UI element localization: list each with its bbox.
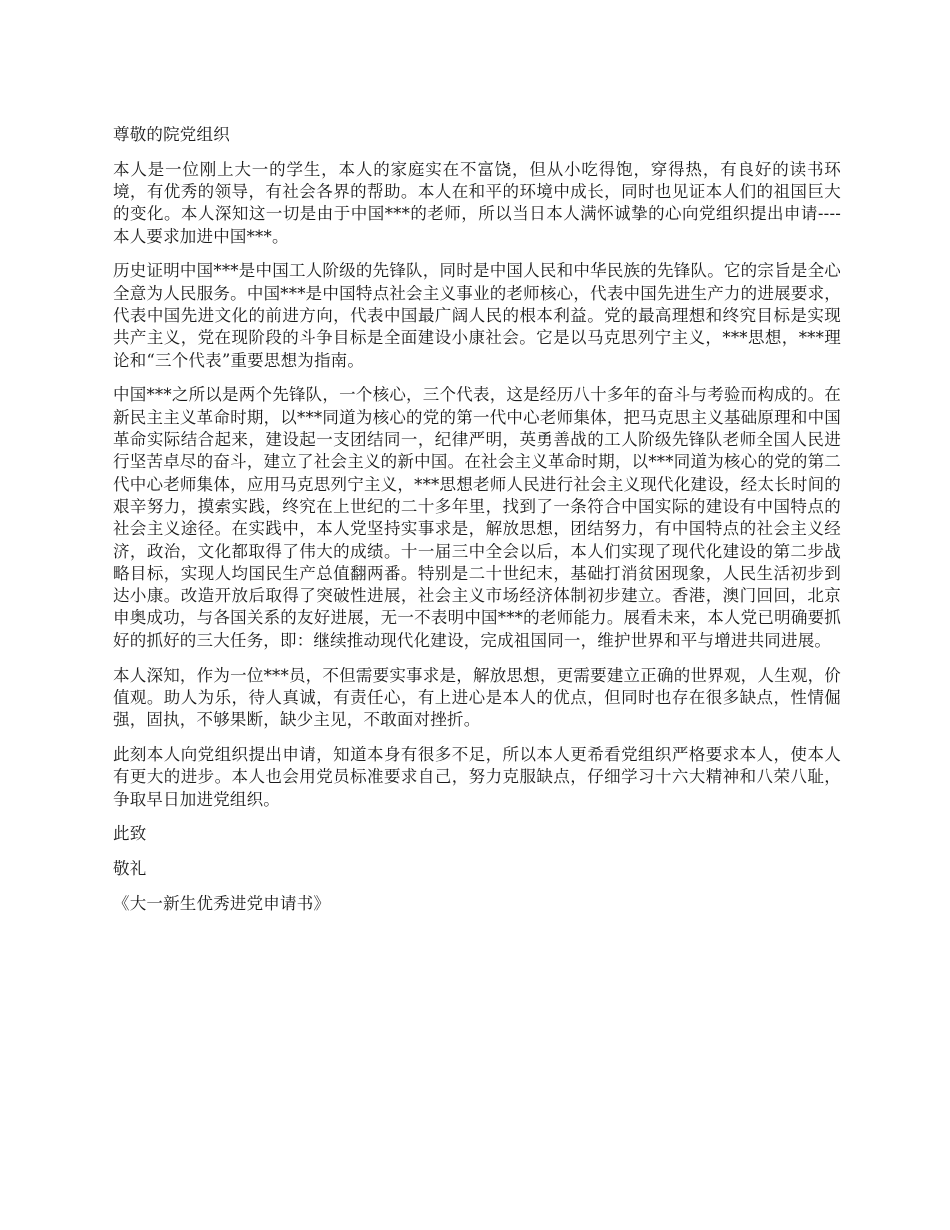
paragraph-1: 本人是一位刚上大一的学生，本人的家庭实在不富饶，但从小吃得饱，穿得热，有良好的读书环境，有优秀的领导，有社会各界的帮助。本人在和平的环境中成长，同时也见证本人们的祖国巨大的变化。本人深知这一切是由于中国***的老师，所以当日本人满怀诚挚的心向党组织提出申请----本人要求加进中国***。	[113, 159, 841, 246]
paragraph-5: 此刻本人向党组织提出申请，知道本身有很多不足，所以本人更希看党组织严格要求本人，使本人有更大的进步。本人也会用党员标准要求自己，努力克服缺点，仔细学习十六大精神和八荣八耻，争取早日加进党组织。	[113, 744, 841, 809]
paragraph-4: 本人深知，作为一位***员，不但需要实事求是，解放思想，更需要建立正确的世界观，人生观，价值观。助人为乐，待人真诚，有责任心，有上进心是本人的优点，但同时也存在很多缺点，性情倔强，固执，不够果断，缺少主见，不敢面对挫折。	[113, 665, 841, 730]
paragraph-3: 中国***之所以是两个先锋队，一个核心，三个代表，这是经历八十多年的奋斗与考验而构成的。在新民主主义革命时期，以***同道为核心的党的第一代中心老师集体，把马克思主义基础原理和中国革命实际结合起来，建设起一支团结同一，纪律严明，英勇善战的工人阶级先锋队老师全国人民进行坚苦卓尽的奋斗，建立了社会主义的新中国。在社会主义革命时期，以***同道为核心的党的第二代中心老师集体，应用马克思列宁主义，***思想老师人民进行社会主义现代化建设，经太长时间的艰辛努力，摸索实践，终究在上世纪的二十多年里，找到了一条符合中国实际的建设有中国特点的社会主义途径。在实践中，本人党坚持实事求是，解放思想，团结努力，有中国特点的社会主义经济，政治，文化都取得了伟大的成绩。十一届三中全会以后，本人们实现了现代化建设的第二步战略目标，实现人均国民生产总值翻两番。特别是二十世纪末，基础打消贫困现象，人民生活初步到达小康。改造开放后取得了突破性进展，社会主义市场经济体制初步建立。香港，澳门回回，北京申奥成功，与各国关系的友好进展，无一不表明中国***的老师能力。展看未来，本人党已明确要抓好的抓好的三大任务，即：继续推动现代化建设，完成祖国同一，维护世界和平与增进共同进展。	[113, 385, 841, 650]
closing-line-2: 敬礼	[113, 859, 147, 879]
closing-line-1: 此致	[113, 824, 147, 844]
letter-body	[113, 124, 841, 928]
paragraph-2: 历史证明中国***是中国工人阶级的先锋队，同时是中国人民和中华民族的先锋队。它的宗旨是全心全意为人民服务。中国***是中国特点社会主义事业的老师核心，代表中国先进生产力的进展要求，代表中国先进文化的前进方向，代表中国最广阔人民的根本利益。党的最高理想和终究目标是实现共产主义，党在现阶段的斗争目标是全面建设小康社会。它是以马克思列宁主义，***思想，***理论和“三个代表”重要思想为指南。	[113, 261, 841, 370]
footer-title: 《大一新生优秀进党申请书》	[113, 893, 331, 913]
salutation: 尊敬的院党组织	[113, 125, 230, 144]
